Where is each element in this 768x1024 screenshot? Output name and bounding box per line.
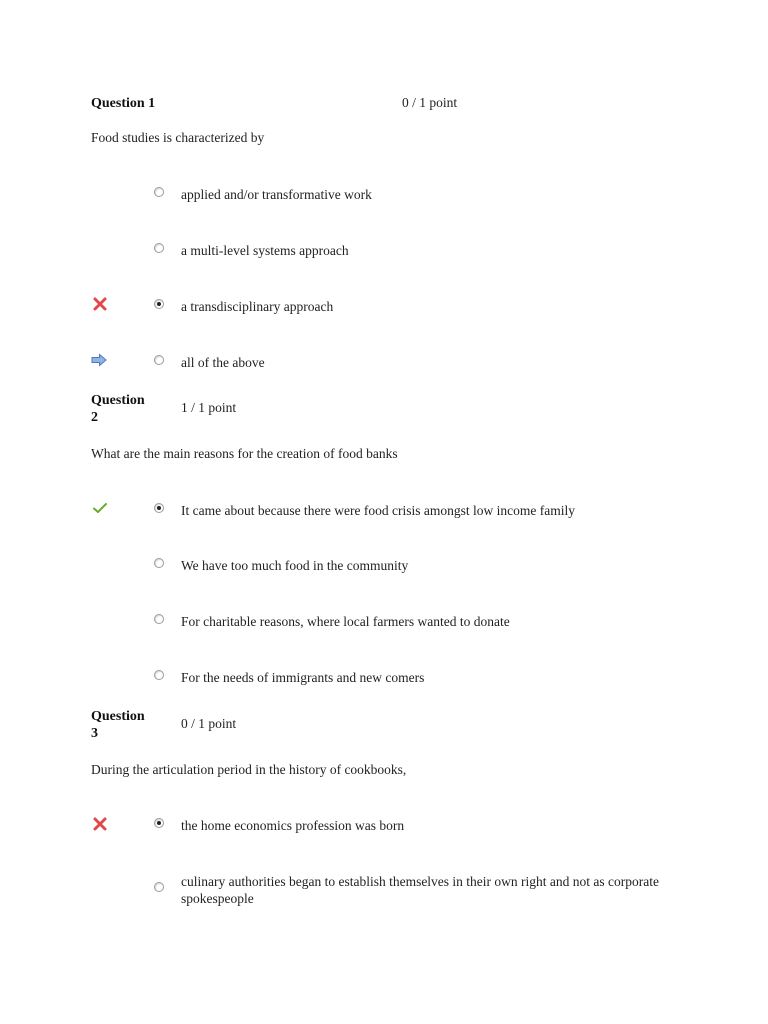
q2-option-3-radio[interactable] bbox=[154, 614, 164, 624]
q1-option-2-radio[interactable] bbox=[154, 243, 164, 253]
q1-option-1-radio[interactable] bbox=[154, 187, 164, 197]
q1-option-2-label[interactable]: a multi-level systems approach bbox=[181, 243, 349, 258]
incorrect-x-icon bbox=[92, 297, 108, 311]
incorrect-x-icon bbox=[92, 817, 108, 831]
q3-option-1-label[interactable]: the home economics profession was born bbox=[181, 818, 405, 833]
question-1-score: 0 / 1 point bbox=[402, 95, 458, 110]
question-3-title: Question 3 bbox=[91, 709, 145, 741]
q1-option-4-radio[interactable] bbox=[154, 355, 164, 365]
q2-option-2-radio[interactable] bbox=[154, 558, 164, 568]
q2-option-3-label[interactable]: For charitable reasons, where local farmers wanted to donate bbox=[181, 614, 510, 629]
question-2-score: 1 / 1 point bbox=[181, 400, 237, 415]
q3-option-1-radio[interactable] bbox=[154, 818, 164, 828]
q1-option-4-label[interactable]: all of the above bbox=[181, 355, 265, 370]
q1-option-3-label[interactable]: a transdisciplinary approach bbox=[181, 299, 334, 314]
q2-option-4-radio[interactable] bbox=[154, 670, 164, 680]
q2-option-4-label[interactable]: For the needs of immigrants and new comers bbox=[181, 670, 425, 685]
question-3-score: 0 / 1 point bbox=[181, 716, 237, 731]
question-3-text: During the articulation period in the history of cookbooks, bbox=[91, 762, 407, 777]
q3-option-2-radio[interactable] bbox=[154, 882, 164, 892]
q3-option-2-label[interactable]: culinary authorities began to establish themselves in their own right and not as corporate spokespeople bbox=[181, 874, 659, 906]
q2-option-2-label[interactable]: We have too much food in the community bbox=[181, 558, 409, 573]
correct-check-icon bbox=[92, 501, 108, 515]
question-1-title: Question 1 bbox=[91, 96, 156, 111]
q1-option-1-label[interactable]: applied and/or transformative work bbox=[181, 187, 372, 202]
q1-option-3-radio[interactable] bbox=[154, 299, 164, 309]
q2-option-1-radio[interactable] bbox=[154, 503, 164, 513]
question-2-text: What are the main reasons for the creation of food banks bbox=[91, 446, 398, 461]
question-2-title: Question 2 bbox=[91, 393, 145, 425]
question-1-text: Food studies is characterized by bbox=[91, 130, 265, 145]
q2-option-1-label[interactable]: It came about because there were food crisis amongst low income family bbox=[181, 503, 575, 518]
correct-answer-arrow-icon bbox=[91, 353, 107, 367]
